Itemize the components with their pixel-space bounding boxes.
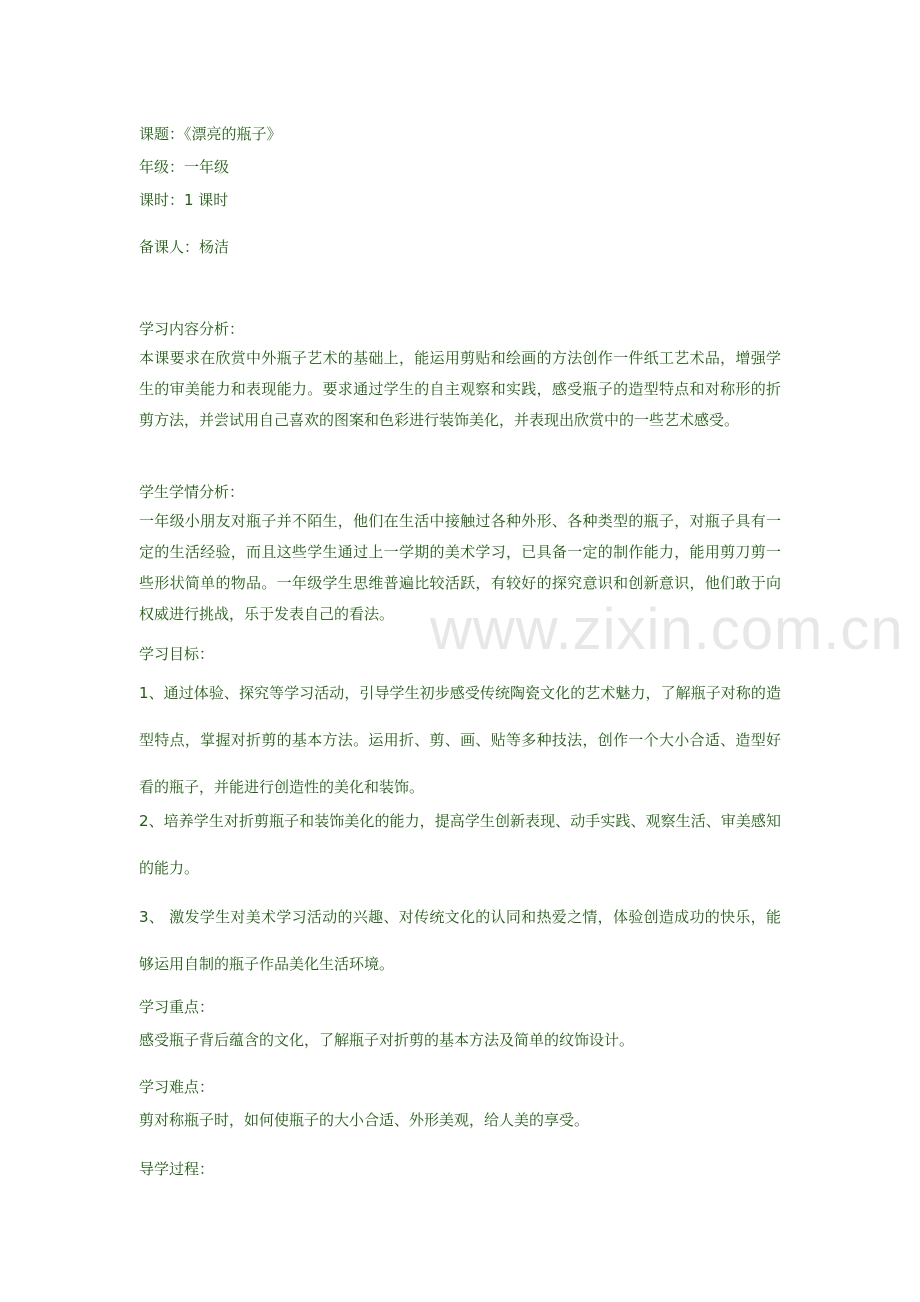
lesson-title: 课题：《漂亮的瓶子》	[139, 125, 282, 143]
goal-item-3: 3、 激发学生对美术学习活动的兴趣、对传统文化的认同和热爱之情，体验创造成功的快乐，能够运用自制的瓶子作品美化生活环境。	[139, 908, 781, 973]
content-analysis-text: 本课要求在欣赏中外瓶子艺术的基础上，能运用剪贴和绘画的方法创作一件纸工艺术品，增强学生的审美能力和表现能力。要求通过学生的自主观察和实践，感受瓶子的造型特点和对称形的折剪方法，并尝试用自己喜欢的图案和色彩进行装饰美化，并表现出欣赏中的一些艺术感受。	[139, 349, 781, 429]
watermark: www.zixin.com.cn	[430, 597, 904, 662]
student-analysis-text: 一年级小朋友对瓶子并不陌生，他们在生活中接触过各种外形、各种类型的瓶子，对瓶子具有一定的生活经验，而且这些学生通过上一学期的美术学习，已具备一定的制作能力，能用剪刀剪一些形状简单的物品。一年级学生思维普遍比较活跃，有较好的探究意识和创新意识，他们敢于向权威进行挑战，乐于发表自己的看法。	[139, 512, 781, 623]
goal-item-2: 2、培养学生对折剪瓶子和装饰美化的能力，提高学生创新表现、动手实践、观察生活、审美感知的能力。	[139, 812, 781, 877]
key-point-heading: 学习重点：	[139, 998, 215, 1016]
key-point-text: 感受瓶子背后蕴含的文化，了解瓶子对折剪的基本方法及简单的纹饰设计。	[139, 1031, 635, 1049]
lesson-grade: 年级：一年级	[139, 158, 230, 176]
difficulty-heading: 学习难点：	[139, 1078, 215, 1096]
goal-item-1: 1、通过体验、探究等学习活动，引导学生初步感受传统陶瓷文化的艺术魅力，了解瓶子对称的造型特点，掌握对折剪的基本方法。运用折、剪、画、贴等多种技法，创作一个大小合适、造型好看的瓶子，并能进行创造性的美化和装饰。	[139, 684, 781, 796]
lesson-teacher: 备课人：杨洁	[139, 238, 230, 256]
difficulty-text: 剪对称瓶子时，如何使瓶子的大小合适、外形美观，给人美的享受。	[139, 1111, 590, 1129]
goals-heading: 学习目标：	[139, 645, 215, 663]
process-heading: 导学过程：	[139, 1160, 215, 1178]
student-analysis-heading: 学生学情分析：	[139, 483, 245, 501]
lesson-hours: 课时：1 课时	[139, 191, 229, 209]
content-analysis-heading: 学习内容分析：	[139, 320, 245, 338]
